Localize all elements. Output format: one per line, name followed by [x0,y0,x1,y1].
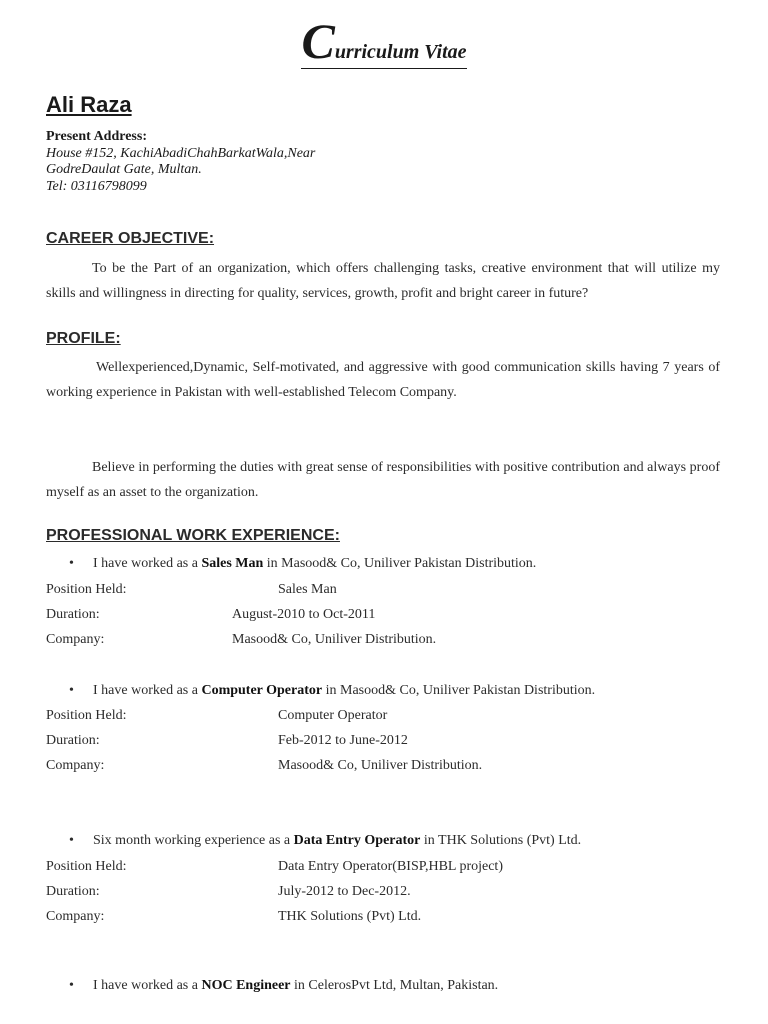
duration-row [46,733,408,749]
company-value: THK Solutions (Pvt) Ltd. [278,909,422,924]
duration-value: August-2010 to Oct-2011 [232,607,376,622]
company-value: Masood& Co, Uniliver Distribution. [278,758,483,773]
career-objective-text: To be the Part of an organization, which offers challenging tasks, creative environment that will utilize my skills and willingness in directing for quality, services, growth, profit and bright career in future? [46,261,720,301]
job-role: Computer Operator [201,683,323,698]
job-role: NOC Engineer [201,978,291,993]
address-block [46,129,315,195]
position-value: Sales Man [278,582,337,597]
duration-label: Duration: [46,884,100,899]
job-role: Data Entry Operator [293,833,421,848]
address-line-2: GodreDaulat Gate, Multan. [46,162,202,177]
job-role: Sales Man [201,556,264,571]
address-label: Present Address: [46,129,147,144]
position-row [46,582,337,598]
company-row [46,632,437,648]
duration-label: Duration: [46,733,100,748]
position-row [46,708,388,724]
bullet-point: • [69,833,74,848]
position-label: Position Held: [46,708,127,723]
duration-value: July-2012 to Dec-2012. [278,884,411,899]
cv-page: Curriculum Vitae Ali Raza Present Address: House #152, KachiAbadiChahBarkatWala,Near GodreDaulat Gate, Multan. Tel: 03116798099 CAREER OBJECTIVE: To be the Part of an organization, which offers challenging tasks, creative environment that will utilize my skills and willingness in directing for quality, services, growth, profit and bright career in future? PROFILE: Wellexperienced,Dynamic, Self-motivated, and aggressive with good communication skills having 7 years of working experience in Pakistan with well-established Telecom Company. Believe in performing the duties with great sense of responsibilities with positive contribution and always proof myself as an asset to the organization. PROFESSIONAL WORK EXPERIENCE: • I have worked as a Sales Man in Masood& Co, Uniliver Pakistan Distribution. Position Held: Sales Man Duration: August-2010 to Oct-2011 Company: Masood& Co, Uniliver Distribution. • I have worked as a Computer Operator in Masood& Co, Uniliver Pakistan Distribution. Position Held: Computer Operator Duration: Feb-2012 to June-2012 Company: Masood& Co, Uniliver Distribution. • Six month working experience as a Data Entry Operator in THK Solutions (Pvt) Ltd. Position Held: Data Entry Operator(BISP,HBL project) Duration: July-2012 to Dec-2012. Company: THK Solutions (Pvt) Ltd. • I have worked as a NOC Engineer in CelerosPvt Ltd, Multan, Pakistan. [0,0,768,1024]
duration-row [46,607,376,623]
company-label: Company: [46,909,105,924]
profile-paragraph-1: Wellexperienced,Dynamic, Self-motivated, and aggressive with good communication skills having 7 years of working experience in Pakistan with well-established Telecom Company. [46,360,720,400]
duration-row [46,884,411,900]
position-row [46,859,503,875]
profile-heading: PROFILE: [46,330,121,347]
position-value: Data Entry Operator(BISP,HBL project) [278,859,503,874]
company-row [46,758,483,774]
title-initial: C [301,13,335,69]
address-line-1: House #152, KachiAbadiChahBarkatWala,Near [46,145,316,161]
bullet-point: • [69,683,74,698]
company-row [46,909,422,925]
telephone: Tel: 03116798099 [46,178,147,194]
bullet-point: • [69,978,74,993]
company-label: Company: [46,632,105,647]
career-objective-heading: CAREER OBJECTIVE: [46,230,215,247]
duration-value: Feb-2012 to June-2012 [278,733,408,748]
position-label: Position Held: [46,582,127,597]
duration-label: Duration: [46,607,100,622]
profile-paragraph-2: Believe in performing the duties with great sense of responsibilities with positive contribution and always proof myself as an asset to the organization. [46,460,720,500]
experience-heading: PROFESSIONAL WORK EXPERIENCE: [46,527,340,544]
applicant-name: Ali Raza [46,92,132,117]
bullet-point: • [69,556,74,571]
company-label: Company: [46,758,105,773]
title-rest: urriculum Vitae [334,41,467,63]
position-value: Computer Operator [278,708,388,723]
position-label: Position Held: [46,859,127,874]
company-value: Masood& Co, Uniliver Distribution. [232,632,437,647]
document-title [0,13,768,69]
